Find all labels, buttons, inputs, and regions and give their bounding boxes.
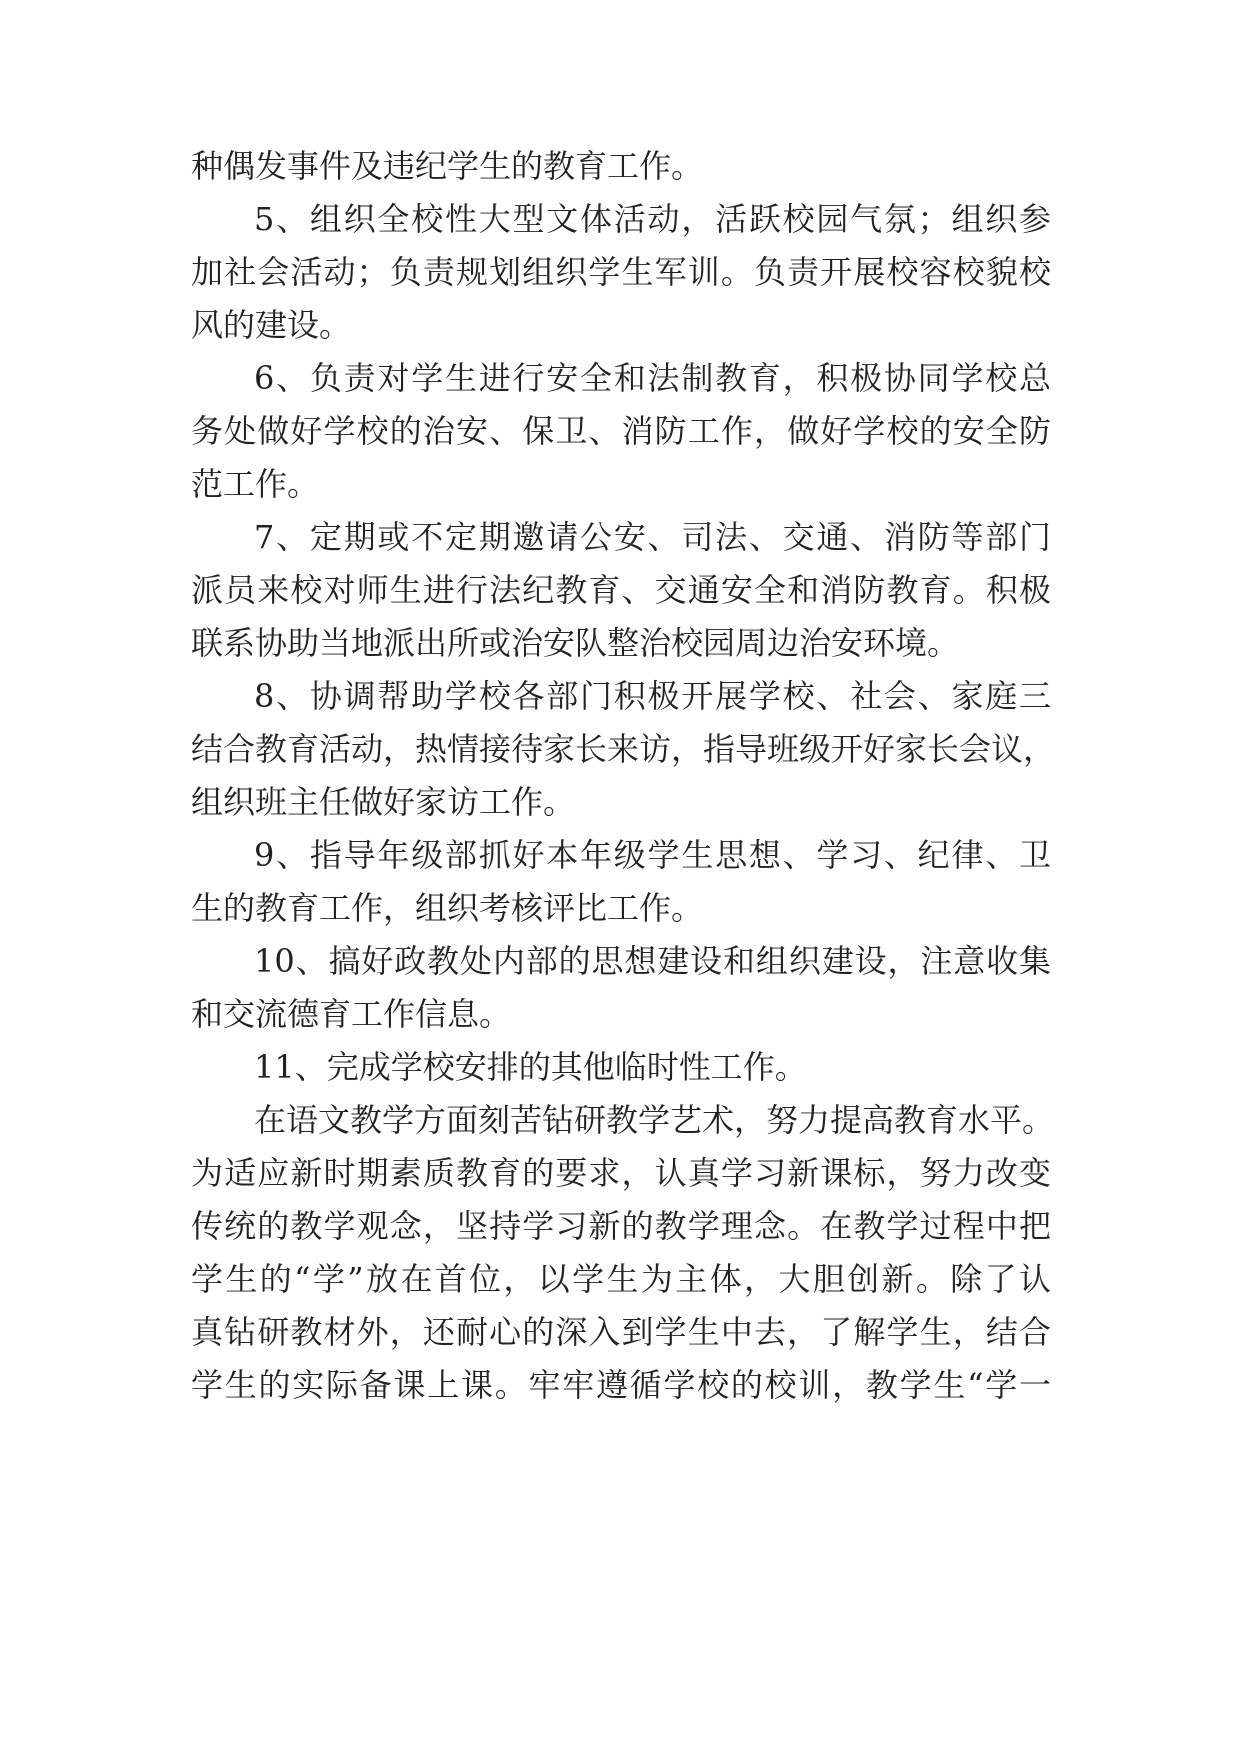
text-line: 风的建设。 bbox=[191, 306, 352, 344]
text-line: 7、定期或不定期邀请公安、司法、交通、消防等部门 bbox=[254, 518, 1051, 556]
text-line: 学生的实际备课上课。牢牢遵循学校的校训，教学生“学一 bbox=[191, 1366, 1051, 1404]
text-line: 和交流德育工作信息。 bbox=[191, 995, 512, 1033]
text-line: 在语文教学方面刻苦钻研教学艺术，努力提高教育水平。 bbox=[254, 1101, 1055, 1139]
text-line: 为适应新时期素质教育的要求，认真学习新课标，努力改变 bbox=[191, 1154, 1051, 1192]
text-line: 11、完成学校安排的其他临时性工作。 bbox=[254, 1048, 807, 1086]
text-line: 种偶发事件及违纪学生的教育工作。 bbox=[191, 147, 704, 185]
text-line: 生的教育工作，组织考核评比工作。 bbox=[191, 889, 704, 927]
text-line: 9、指导年级部抓好本年级学生思想、学习、纪律、卫 bbox=[254, 836, 1051, 874]
text-line: 务处做好学校的治安、保卫、消防工作，做好学校的安全防 bbox=[191, 412, 1051, 450]
text-line: 6、负责对学生进行安全和法制教育，积极协同学校总 bbox=[254, 359, 1051, 397]
text-line: 传统的教学观念，坚持学习新的教学理念。在教学过程中把 bbox=[191, 1207, 1051, 1245]
text-line: 8、协调帮助学校各部门积极开展学校、社会、家庭三 bbox=[254, 677, 1051, 715]
text-line: 真钻研教材外，还耐心的深入到学生中去，了解学生，结合 bbox=[191, 1313, 1051, 1351]
text-line: 加社会活动；负责规划组织学生军训。负责开展校容校貌校 bbox=[191, 253, 1051, 291]
text-line: 结合教育活动，热情接待家长来访，指导班级开好家长会议， bbox=[191, 730, 1056, 768]
text-line: 10、搞好政教处内部的思想建设和组织建设，注意收集 bbox=[254, 942, 1051, 980]
text-line: 5、组织全校性大型文体活动，活跃校园气氛；组织参 bbox=[254, 200, 1051, 238]
text-line: 联系协助当地派出所或治安队整治校园周边治安环境。 bbox=[191, 624, 960, 662]
text-line: 派员来校对师生进行法纪教育、交通安全和消防教育。积极 bbox=[191, 571, 1051, 609]
text-line: 组织班主任做好家访工作。 bbox=[191, 783, 576, 821]
text-line: 范工作。 bbox=[191, 465, 320, 503]
text-line: 学生的“学”放在首位，以学生为主体，大胆创新。除了认 bbox=[191, 1260, 1051, 1298]
